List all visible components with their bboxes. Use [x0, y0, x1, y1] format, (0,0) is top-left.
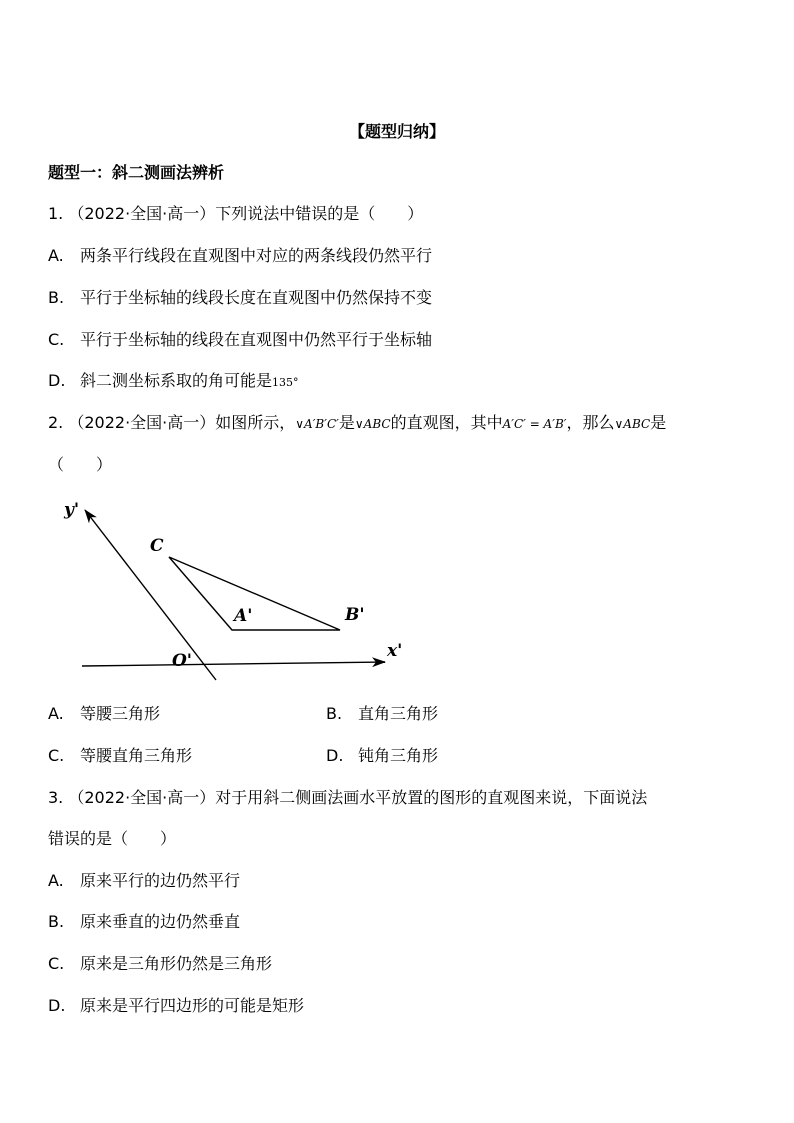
option-text: 平行于坐标轴的线段长度在直观图中仍然保持不变 [80, 288, 433, 307]
option-text: 直角三角形 [358, 704, 439, 723]
option-label: A. [48, 246, 64, 265]
q1-option-c [48, 329, 432, 351]
option-text: 等腰直角三角形 [80, 746, 193, 765]
option-text: 原来平行的边仍然平行 [80, 871, 241, 890]
q2-stem-part: 的直观图，其中 [390, 413, 503, 432]
option-text: 两条平行线段在直观图中对应的两条线段仍然平行 [80, 246, 433, 265]
q2-stem-part: ，那么 [566, 413, 615, 432]
option-label: D. [326, 746, 344, 765]
label-x: x' [387, 641, 403, 661]
q3-option-c [48, 953, 272, 975]
q1-stem: 1. （2022·全国·高一）下列说法中错误的是（ ） [48, 204, 424, 223]
oblique-diagram [0, 490, 420, 690]
q2-option-a [48, 703, 160, 725]
option-label: A. [48, 704, 64, 723]
option-label: A. [48, 871, 64, 890]
option-label: D. [48, 996, 66, 1015]
option-text: 等腰三角形 [80, 704, 161, 723]
option-text: 原来垂直的边仍然垂直 [80, 912, 241, 931]
option-label: B. [48, 288, 65, 307]
section-title: 【题型归纳】 [348, 122, 445, 141]
q3-stem-cont: 错误的是（ ） [48, 829, 177, 848]
q2-stem-part: 是 [338, 413, 355, 432]
option-text: 平行于坐标轴的线段在直观图中仍然平行于坐标轴 [80, 330, 433, 349]
q2-option-d [326, 745, 438, 767]
option-label: C. [48, 746, 65, 765]
q1-option-b [48, 287, 432, 309]
triangle-symbol: ∨ABC [354, 417, 391, 431]
q1-option-a [48, 245, 432, 267]
q2-stem-part: 是 [650, 413, 667, 432]
x-axis [82, 662, 385, 666]
topic-heading: 题型一：斜二测画法辨析 [48, 163, 225, 182]
option-label: D. [48, 371, 66, 390]
q1-option-d [48, 370, 299, 394]
q2-stem-part: 2. （2022·全国·高一）如图所示， [48, 413, 296, 432]
q3-option-b [48, 911, 240, 933]
q3-option-d [48, 995, 304, 1017]
angle-value: 135° [272, 376, 299, 389]
q3-stem: 3. （2022·全国·高一）对于用斜二侧画法画水平放置的图形的直观图来说，下面说法 [48, 788, 648, 807]
option-label: C. [48, 954, 65, 973]
q3-option-a [48, 870, 240, 892]
option-label: C. [48, 330, 65, 349]
q2-stem [48, 412, 666, 435]
triangle-symbol: ∨ABC [614, 417, 651, 431]
option-text: 原来是平行四边形的可能是矩形 [80, 996, 305, 1015]
q2-option-c [48, 745, 192, 767]
triangle-prime-symbol: ∨A′B′C′ [295, 417, 339, 431]
option-text: 斜二测坐标系取的角可能是 [80, 371, 273, 390]
option-label: B. [326, 704, 343, 723]
triangle-abc-prime [169, 557, 340, 630]
option-text: 钝角三角形 [358, 746, 439, 765]
label-b: B' [345, 605, 365, 625]
label-c: C [150, 536, 164, 556]
option-text: 原来是三角形仍然是三角形 [80, 954, 273, 973]
option-label: B. [48, 912, 65, 931]
q2-option-b [326, 703, 438, 725]
q2-stem-paren: （ ） [48, 455, 113, 474]
equality-expression: A′C′ = A′B′ [502, 417, 567, 431]
label-y: y' [64, 500, 80, 520]
label-o: O' [172, 651, 193, 671]
label-a: A' [234, 606, 253, 626]
